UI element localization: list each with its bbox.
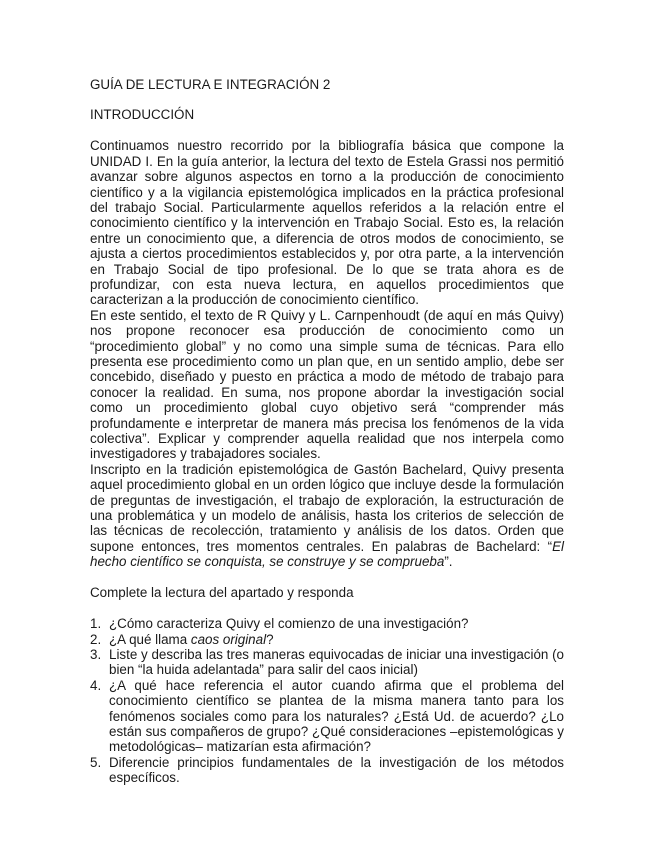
question-text: ¿A qué llama (109, 631, 191, 647)
paragraph-2: En este sentido, el texto de R Quivy y L. Carnpenhoudt (de aquí en más Quivy) nos propone reconocer esa producción de conocimiento como un “procedimiento global” y no como una simple suma de técnicas. Para ello presenta ese procedimiento como un plan que, en un sentido amplio, debe ser concebido, diseñado y puesto en práctica a modo de método de trabajo para conocer la realidad. En suma, nos propone abordar la investigación social como un procedimiento global cuyo objetivo será “comprender más profundamente e interpretar de manera más precisa los fenómenos de la vida colectiva”. Explicar y comprender aquella realidad que nos interpela como investigadores y trabajadores sociales. (90, 307, 564, 462)
question-italic-text: caos original (190, 631, 267, 647)
question-text: Diferencie principios fundamentales de la investigación de los métodos específicos. (109, 754, 564, 786)
question-item (90, 647, 564, 678)
question-number: 1. (90, 616, 102, 632)
question-item (90, 616, 564, 631)
section-heading: INTRODUCCIÓN (90, 107, 195, 123)
question-text: ¿Cómo caracteriza Quivy el comienzo de una investigación? (109, 616, 469, 632)
question-number: 3. (90, 646, 102, 662)
paragraph-1: Continuamos nuestro recorrido por la bibliografía básica que compone la UNIDAD I. En la guía anterior, la lectura del texto de Estela Grassi nos permitió avanzar sobre algunos aspectos en torno a la producción de conocimiento científico y a la vigilancia epistemológica implicados en la práctica profesional del trabajo Social. Particularmente aquellos referidos a la relación entre el conocimiento científico y la intervención en Trabajo Social. Esto es, la relación entre un conocimiento que, a diferencia de otros modos de conocimiento, se ajusta a ciertos procedimientos establecidos y, por otra parte, a la intervención en Trabajo Social de tipo profesional. De lo que se trata ahora es de profundizar, con esta nueva lectura, en aquellos procedimientos que caracterizan a la producción de conocimiento científico. (90, 138, 564, 308)
question-item (90, 755, 564, 786)
bachelard-quote: El hecho científico se conquista, se construye y se comprueba (90, 538, 564, 570)
question-item (90, 678, 564, 755)
paragraph-3-closing: ”. (444, 554, 453, 570)
questions-list (90, 616, 564, 785)
document-page (90, 77, 564, 786)
document-title: GUÍA DE LECTURA E INTEGRACIÓN 2 (90, 77, 331, 92)
question-number: 4. (90, 677, 102, 693)
question-text: ¿A qué hace referencia el autor cuando afirma que el problema del conocimiento científico se plantea de la misma manera tanto para los fenómenos sociales como para los naturales? ¿Está Ud. de acuerdo? ¿Lo están sus compañeros de grupo? ¿Qué consideraciones –epistemológicas y metodológicas– matizarían esta afirmación? (109, 677, 564, 755)
instruction-text: Complete la lectura del apartado y responda (90, 585, 354, 601)
question-text: Liste y describa las tres maneras equivocadas de iniciar una investigación (o bien “la huida adelantada” para salir del caos inicial) (109, 646, 564, 678)
paragraph-3 (90, 462, 564, 570)
question-number: 5. (90, 754, 102, 770)
question-item (90, 632, 564, 647)
question-text: ? (266, 631, 274, 647)
paragraph-3-text: Inscripto en la tradición epistemológica de Gastón Bachelard, Quivy presenta aquel procedimiento global en un orden lógico que incluye desde la formulación de preguntas de investigación, el trabajo de exploración, la estructuración de una problemática y un modelo de análisis, hasta los criterios de selección de las técnicas de recolección, tratamiento y análisis de los datos. Orden que supone entonces, tres momentos centrales. En palabras de Bachelard: “ (90, 461, 564, 554)
question-number: 2. (90, 631, 102, 647)
